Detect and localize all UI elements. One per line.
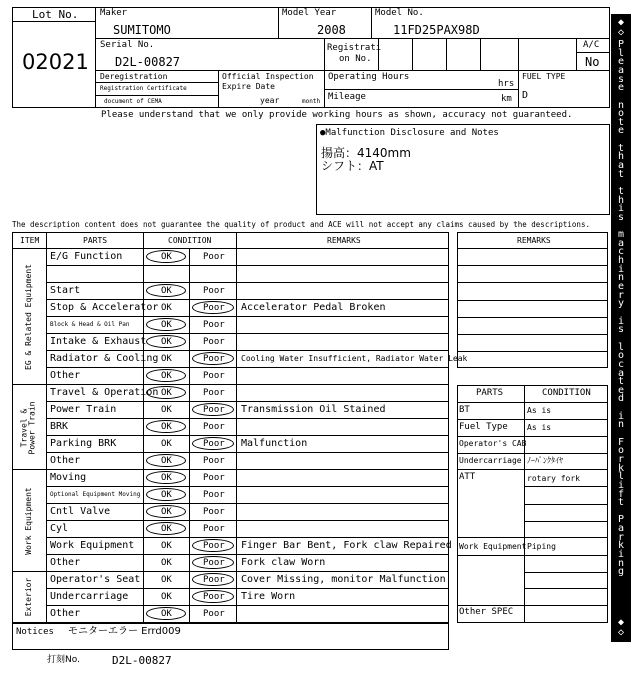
ok-selected-circle xyxy=(146,522,186,535)
spec-other-label: Other SPEC xyxy=(459,607,514,617)
group-label-travel: Travel & Power Train xyxy=(19,401,37,455)
spec-att-value: rotary fork xyxy=(527,474,580,483)
condition-poor: Poor xyxy=(203,337,225,347)
row-remark: Tire Worn xyxy=(241,591,296,602)
location-notice-char: e xyxy=(617,125,625,137)
spec-fuel-value: As is xyxy=(527,423,552,432)
condition-poor: Poor xyxy=(203,320,225,330)
row-remark: Fork claw Worn xyxy=(241,557,326,568)
condition-ok: OK xyxy=(161,490,172,500)
location-notice-char: m xyxy=(617,229,625,241)
table-row xyxy=(46,469,449,486)
ok-selected-circle xyxy=(146,318,186,331)
condition-ok: OK xyxy=(161,575,172,585)
condition-poor: Poor xyxy=(203,286,225,296)
lot-number: 02021 xyxy=(22,50,89,74)
stamp-value: D2L-00827 xyxy=(112,654,172,667)
location-notice-char: e xyxy=(617,56,625,68)
diamond-icon: ◆ xyxy=(617,617,625,628)
spec-fuel-label: Fuel Type xyxy=(459,422,508,432)
location-notice-char: t xyxy=(617,142,625,154)
condition-ok: OK xyxy=(161,354,172,364)
condition-ok: OK xyxy=(161,337,172,347)
spec-undercarriage-value: ﾉｰﾊﾟﾝｸﾀｲﾔ xyxy=(527,456,563,465)
ok-selected-circle xyxy=(146,471,186,484)
condition-poor: Poor xyxy=(203,473,225,483)
condition-ok: OK xyxy=(161,422,172,432)
location-notice-char: e xyxy=(617,281,625,293)
table-row xyxy=(46,282,449,299)
location-notice-char: a xyxy=(617,523,625,535)
condition-ok: OK xyxy=(161,524,172,534)
spec-work-value: Piping xyxy=(527,542,556,551)
spec-condition-header: CONDITION xyxy=(542,388,591,398)
inspection-label-2: Expire Date xyxy=(222,82,275,91)
spec-att-label: ATT xyxy=(459,472,476,482)
condition-ok: OK xyxy=(161,388,172,398)
deregistration-label: Deregistration xyxy=(100,72,168,81)
row-part-label: Other xyxy=(50,608,81,619)
condition-ok: OK xyxy=(161,371,172,381)
ok-selected-circle xyxy=(146,420,186,433)
location-notice-char: r xyxy=(617,531,625,543)
header-item: ITEM xyxy=(20,236,40,245)
model-year-label: Model Year xyxy=(282,8,337,18)
ac-label: A/C xyxy=(583,40,600,50)
diamond-outline-icon: ◇ xyxy=(617,627,625,638)
location-notice-char: d xyxy=(617,393,625,405)
table-row xyxy=(46,367,449,384)
location-notice-char: o xyxy=(617,108,625,120)
row-part-label: Other xyxy=(50,557,81,568)
operating-hours-label: Operating Hours xyxy=(328,72,410,82)
row-part-label: Intake & Exhaust xyxy=(50,336,147,347)
location-notice-char: h xyxy=(617,255,625,267)
registration-label: Registrati xyxy=(327,43,382,53)
poor-selected-circle xyxy=(192,301,234,314)
malfunction-line-2: シフト：AT xyxy=(321,159,384,173)
ok-selected-circle xyxy=(146,607,186,620)
group-label-eg: EG & Related Equipment xyxy=(24,264,33,370)
hrs-label: hrs xyxy=(498,79,515,89)
group-label-exterior: Exterior xyxy=(24,577,33,617)
location-notice-char: l xyxy=(617,341,625,353)
row-remark: Malfunction xyxy=(241,438,308,449)
row-part-label: Travel & Operation xyxy=(50,387,159,398)
location-notice-char: i xyxy=(617,479,625,491)
group-label-work: Work Equipment xyxy=(24,487,33,555)
condition-poor: Poor xyxy=(203,439,225,449)
condition-ok: OK xyxy=(161,252,172,262)
location-notice-char: g xyxy=(617,566,625,578)
location-notice-char: a xyxy=(617,160,625,172)
location-notice-char: k xyxy=(617,540,625,552)
maker-value: SUMITOMO xyxy=(113,23,171,37)
notices-label: Notices xyxy=(16,627,54,637)
ok-selected-circle xyxy=(146,250,186,263)
condition-ok: OK xyxy=(161,320,172,330)
location-notice-char: r xyxy=(617,289,625,301)
location-notice-char: t xyxy=(617,376,625,388)
location-notice-char: i xyxy=(617,203,625,215)
diamond-icon: ◆ xyxy=(617,17,625,28)
location-notice-char: r xyxy=(617,453,625,465)
registration-label-2: on No. xyxy=(339,54,372,64)
location-notice-char: i xyxy=(617,315,625,327)
inspection-label: Official Inspection xyxy=(222,72,314,81)
location-notice-char: n xyxy=(617,419,625,431)
location-notice-char: s xyxy=(617,211,625,223)
maker-label: Maker xyxy=(100,8,128,18)
location-notice-char: n xyxy=(617,557,625,569)
location-notice-char: F xyxy=(617,436,625,448)
location-notice-char: o xyxy=(617,445,625,457)
location-notice-char: c xyxy=(617,246,625,258)
model-year-value: 2008 xyxy=(317,23,346,37)
row-part-label: BRK xyxy=(50,421,69,432)
condition-ok: OK xyxy=(161,592,172,602)
row-part-label: E/G Function xyxy=(50,251,123,262)
header-parts: PARTS xyxy=(83,236,108,245)
spec-parts-header: PARTS xyxy=(476,388,504,398)
ok-selected-circle xyxy=(146,454,186,467)
stamp-label: 打刻No. xyxy=(47,655,80,665)
ok-selected-circle xyxy=(146,284,186,297)
location-notice-char: h xyxy=(617,194,625,206)
condition-poor: Poor xyxy=(203,541,225,551)
ok-selected-circle xyxy=(146,505,186,518)
poor-selected-circle xyxy=(192,573,234,586)
registration-certificate-label: Registration Certificate xyxy=(100,85,187,92)
row-part-label: Cyl xyxy=(50,523,69,534)
condition-poor: Poor xyxy=(203,609,225,619)
condition-ok: OK xyxy=(161,558,172,568)
condition-ok: OK xyxy=(161,286,172,296)
poor-selected-circle xyxy=(192,539,234,552)
header-condition: CONDITION xyxy=(168,236,212,245)
condition-poor: Poor xyxy=(203,422,225,432)
row-remark: Transmission Oil Stained xyxy=(241,404,386,415)
row-part-label: Undercarriage xyxy=(50,591,129,602)
diamond-outline-icon: ◇ xyxy=(617,27,625,38)
row-part-label: Cntl Valve xyxy=(50,506,111,517)
fuel-type-value: D xyxy=(522,90,529,101)
row-part-label: Start xyxy=(50,285,81,296)
location-notice-char: i xyxy=(617,549,625,561)
spec-bt-label: BT xyxy=(459,405,470,415)
year-label: year xyxy=(260,96,280,105)
right-remarks-header: REMARKS xyxy=(517,236,551,245)
condition-poor: Poor xyxy=(203,371,225,381)
malfunction-title: ●Malfunction Disclosure and Notes xyxy=(320,128,499,138)
condition-poor: Poor xyxy=(203,456,225,466)
row-remark: Accelerator Pedal Broken xyxy=(241,302,386,313)
location-notice-char: l xyxy=(617,471,625,483)
location-notice-char: t xyxy=(617,497,625,509)
ok-selected-circle xyxy=(146,335,186,348)
table-row xyxy=(46,452,449,469)
location-notice-char: P xyxy=(617,514,625,526)
condition-poor: Poor xyxy=(203,490,225,500)
location-notice-char: s xyxy=(617,324,625,336)
spec-undercarriage-label: Undercarriage xyxy=(459,456,522,465)
spec-cab-label: Operator's CAB xyxy=(459,439,527,448)
location-notice-char: e xyxy=(617,82,625,94)
month-label: month xyxy=(302,98,321,105)
spec-bt-value: As is xyxy=(527,406,552,415)
row-part-label: Operator's Seat xyxy=(50,574,141,585)
condition-ok: OK xyxy=(161,439,172,449)
condition-poor: Poor xyxy=(203,252,225,262)
location-notice-char: P xyxy=(617,39,625,50)
header-remarks: REMARKS xyxy=(327,236,361,245)
spec-work-label: Work Equipment xyxy=(459,542,527,551)
lot-label: Lot No. xyxy=(32,8,79,21)
ok-selected-circle xyxy=(146,386,186,399)
location-notice-char: i xyxy=(617,263,625,275)
table-row xyxy=(46,520,449,537)
condition-poor: Poor xyxy=(203,575,225,585)
location-notice-char: y xyxy=(617,298,625,310)
condition-poor: Poor xyxy=(203,507,225,517)
row-part-label: Moving xyxy=(50,472,87,483)
location-notice-char: a xyxy=(617,237,625,249)
hours-notice: Please understand that we only provide working hours as shown, accuracy not guaranteed. xyxy=(101,110,573,120)
condition-ok: OK xyxy=(161,473,172,483)
poor-selected-circle xyxy=(192,437,234,450)
condition-ok: OK xyxy=(161,405,172,415)
condition-ok: OK xyxy=(161,507,172,517)
table-row xyxy=(46,418,449,435)
malfunction-line-1: 揚高：4140mm xyxy=(321,146,411,160)
location-notice-char: t xyxy=(617,185,625,197)
condition-poor: Poor xyxy=(203,524,225,534)
location-notice-char: a xyxy=(617,367,625,379)
condition-ok: OK xyxy=(161,303,172,313)
location-notice-char: c xyxy=(617,358,625,370)
model-no-value: 11FD25PAX98D xyxy=(393,23,480,37)
location-notice-char: k xyxy=(617,462,625,474)
mileage-label: Mileage xyxy=(328,92,366,102)
row-remark: Cooling Water Insufficient, Radiator Water Leak xyxy=(241,354,468,363)
disclaimer: The description content does not guarantee the quality of product and ACE will not accept any claims caused by the descriptions. xyxy=(12,220,590,229)
location-notice-char: n xyxy=(617,99,625,111)
condition-poor: Poor xyxy=(203,354,225,364)
location-notice-char: t xyxy=(617,116,625,128)
row-part-label: Other xyxy=(50,455,81,466)
poor-selected-circle xyxy=(192,590,234,603)
condition-ok: OK xyxy=(161,456,172,466)
ok-selected-circle xyxy=(146,488,186,501)
row-part-label: Parking BRK xyxy=(50,438,117,449)
table-row xyxy=(46,605,449,622)
location-notice-char: o xyxy=(617,350,625,362)
condition-ok: OK xyxy=(161,541,172,551)
row-part-label: Stop & Accelerator xyxy=(50,302,159,313)
condition-poor: Poor xyxy=(203,303,225,313)
location-notice-char: s xyxy=(617,73,625,85)
condition-poor: Poor xyxy=(203,405,225,415)
poor-selected-circle xyxy=(192,352,234,365)
condition-poor: Poor xyxy=(203,388,225,398)
location-notice-char: l xyxy=(617,47,625,59)
row-part-label: Other xyxy=(50,370,81,381)
location-notice-char: i xyxy=(617,410,625,422)
location-notice-char: n xyxy=(617,272,625,284)
serial-label: Serial No. xyxy=(100,40,155,50)
poor-selected-circle xyxy=(192,403,234,416)
condition-poor: Poor xyxy=(203,558,225,568)
location-notice-char: e xyxy=(617,384,625,396)
row-part-label: Optional Equipment Moving xyxy=(50,491,141,498)
row-remark: Finger Bar Bent, Fork claw Repaired xyxy=(241,540,452,551)
serial-value: D2L-00827 xyxy=(115,55,181,69)
cema-label: document of CEMA xyxy=(104,98,162,105)
row-part-label: Radiator & Cooling xyxy=(50,353,159,364)
notices-text: モニターエラー Errd009 xyxy=(68,626,181,637)
row-remark: Cover Missing, monitor Malfunction xyxy=(241,574,446,585)
ac-value: No xyxy=(585,55,600,69)
location-notice-char: h xyxy=(617,151,625,163)
km-label: km xyxy=(501,94,512,104)
location-notice-char: t xyxy=(617,168,625,180)
poor-selected-circle xyxy=(192,556,234,569)
condition-ok: OK xyxy=(161,609,172,619)
location-notice-char: f xyxy=(617,488,625,500)
fuel-type-label: FUEL TYPE xyxy=(522,72,566,81)
row-part-label: Work Equipment xyxy=(50,540,135,551)
row-part-label: Block & Head & Oil Pan xyxy=(50,321,130,328)
condition-poor: Poor xyxy=(203,592,225,602)
location-notice-char: a xyxy=(617,64,625,76)
row-part-label: Power Train xyxy=(50,404,117,415)
table-row xyxy=(46,265,449,282)
model-no-label: Model No. xyxy=(375,8,424,18)
ok-selected-circle xyxy=(146,369,186,382)
